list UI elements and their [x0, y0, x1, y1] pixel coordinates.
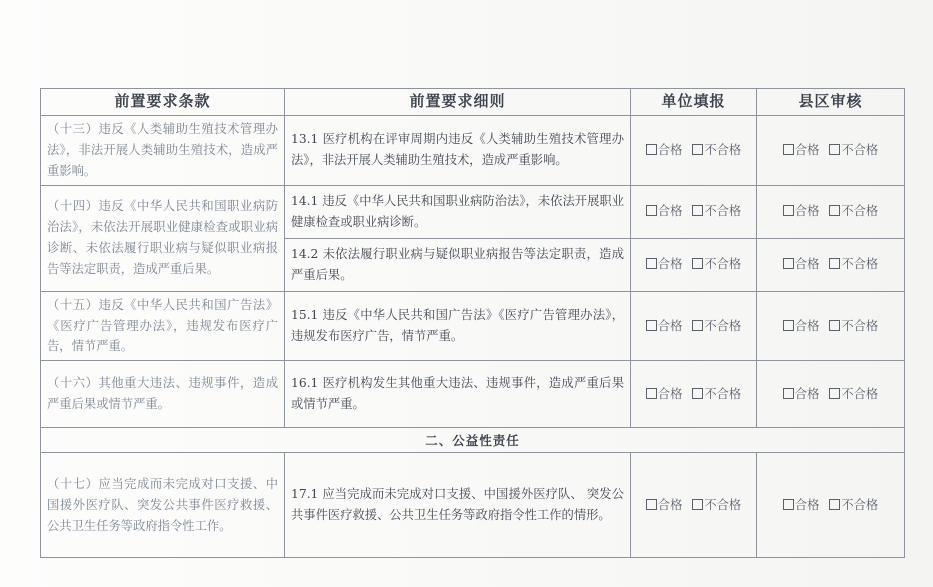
checkbox-icon[interactable]: [692, 388, 703, 399]
checkbox-icon[interactable]: [829, 499, 840, 510]
checkbox-icon[interactable]: [829, 388, 840, 399]
unit-fail-option[interactable]: [692, 384, 741, 405]
county-pass-option[interactable]: [783, 384, 820, 405]
checkbox-icon[interactable]: [783, 258, 794, 269]
pass-label: 合格: [794, 142, 820, 157]
clause-cell: （十三）违反《人类辅助生殖技术管理办法》，非法开展人类辅助生殖技术，造成严重影响。: [41, 116, 285, 186]
fail-label: 不合格: [704, 257, 742, 272]
unit-fail-option[interactable]: [692, 254, 741, 275]
detail-cell: 17.1 应当完成而未完成对口支援、中国援外医疗队、 突发公共事件医疗救援、公共卫生任务等政府指令性工作的情形。: [285, 453, 631, 558]
checkbox-icon[interactable]: [829, 258, 840, 269]
header-clause: 前置要求条款: [41, 89, 285, 116]
fail-label: 不合格: [704, 142, 742, 157]
unit-fail-option[interactable]: [692, 201, 741, 222]
pass-label: 合格: [657, 386, 683, 401]
county-check-cell: [757, 361, 905, 428]
unit-pass-option[interactable]: [646, 316, 683, 337]
county-check-cell: [757, 453, 905, 558]
checkbox-icon[interactable]: [829, 144, 840, 155]
pass-label: 合格: [794, 204, 820, 219]
pass-label: 合格: [657, 318, 683, 333]
pass-label: 合格: [657, 142, 683, 157]
county-fail-option[interactable]: [829, 384, 878, 405]
checkbox-icon[interactable]: [646, 205, 657, 216]
unit-check-cell: [631, 361, 757, 428]
pass-label: 合格: [657, 497, 683, 512]
fail-label: 不合格: [841, 204, 879, 219]
header-county-review: 县区审核: [757, 89, 905, 116]
county-pass-option[interactable]: [783, 201, 820, 222]
unit-pass-option[interactable]: [646, 254, 683, 275]
checkbox-icon[interactable]: [692, 258, 703, 269]
detail-cell: 16.1 医疗机构发生其他重大违法、违规事件，造成严重后果或情节严重。: [285, 361, 631, 428]
fail-label: 不合格: [704, 497, 742, 512]
pass-label: 合格: [657, 204, 683, 219]
pass-label: 合格: [657, 257, 683, 272]
unit-check-cell: [631, 453, 757, 558]
county-pass-option[interactable]: [783, 495, 820, 516]
fail-label: 不合格: [704, 318, 742, 333]
county-pass-option[interactable]: [783, 254, 820, 275]
checkbox-icon[interactable]: [783, 388, 794, 399]
unit-fail-option[interactable]: [692, 495, 741, 516]
unit-fail-option[interactable]: [692, 316, 741, 337]
checkbox-icon[interactable]: [646, 258, 657, 269]
fail-label: 不合格: [841, 257, 879, 272]
checkbox-icon[interactable]: [783, 320, 794, 331]
table-row: [41, 453, 905, 558]
county-fail-option[interactable]: [829, 140, 878, 161]
county-fail-option[interactable]: [829, 201, 878, 222]
header-unit-report: 单位填报: [631, 89, 757, 116]
table-row: [41, 291, 905, 361]
fail-label: 不合格: [704, 204, 742, 219]
header-detail: 前置要求细则: [285, 89, 631, 116]
section-title: 二、公益性责任: [41, 428, 905, 453]
checkbox-icon[interactable]: [692, 320, 703, 331]
checkbox-icon[interactable]: [692, 144, 703, 155]
county-pass-option[interactable]: [783, 140, 820, 161]
detail-cell: 14.1 违反《中华人民共和国职业病防治法》，未依法开展职业健康检查或职业病诊断。: [285, 185, 631, 238]
pass-label: 合格: [794, 257, 820, 272]
pass-label: 合格: [794, 386, 820, 401]
fail-label: 不合格: [841, 142, 879, 157]
checkbox-icon[interactable]: [829, 205, 840, 216]
table-row: [41, 185, 905, 238]
county-check-cell: [757, 185, 905, 238]
fail-label: 不合格: [704, 386, 742, 401]
unit-check-cell: [631, 116, 757, 186]
unit-pass-option[interactable]: [646, 495, 683, 516]
county-fail-option[interactable]: [829, 316, 878, 337]
fail-label: 不合格: [841, 318, 879, 333]
requirements-table: [40, 88, 905, 558]
clause-cell: （十四）违反《中华人民共和国职业病防治法》，未依法开展职业健康检查或职业病诊断、未依法履行职业病与疑似职业病报告等法定职责，造成严重后果。: [41, 185, 285, 291]
county-check-cell: [757, 116, 905, 186]
checkbox-icon[interactable]: [646, 320, 657, 331]
detail-cell: 15.1 违反《中华人民共和国广告法》《医疗广告管理办法》，违规发布医疗广告，情节严重。: [285, 291, 631, 361]
checkbox-icon[interactable]: [783, 499, 794, 510]
checkbox-icon[interactable]: [692, 205, 703, 216]
county-fail-option[interactable]: [829, 495, 878, 516]
checkbox-icon[interactable]: [646, 499, 657, 510]
pass-label: 合格: [794, 497, 820, 512]
clause-cell: （十六）其他重大违法、违规事件，造成严重后果或情节严重。: [41, 361, 285, 428]
checkbox-icon[interactable]: [783, 144, 794, 155]
unit-check-cell: [631, 291, 757, 361]
unit-check-cell: [631, 185, 757, 238]
county-check-cell: [757, 238, 905, 291]
clause-cell: （十七）应当完成而未完成对口支援、中国援外医疗队、突发公共事件医疗救援、公共卫生任务等政府指令性工作。: [41, 453, 285, 558]
pass-label: 合格: [794, 318, 820, 333]
fail-label: 不合格: [841, 386, 879, 401]
checkbox-icon[interactable]: [692, 499, 703, 510]
detail-cell: 13.1 医疗机构在评审周期内违反《人类辅助生殖技术管理办法》，非法开展人类辅助生殖技术，造成严重影响。: [285, 116, 631, 186]
unit-fail-option[interactable]: [692, 140, 741, 161]
detail-cell: 14.2 未依法履行职业病与疑似职业病报告等法定职责，造成严重后果。: [285, 238, 631, 291]
checkbox-icon[interactable]: [829, 320, 840, 331]
unit-pass-option[interactable]: [646, 201, 683, 222]
clause-cell: （十五）违反《中华人民共和国广告法》《医疗广告管理办法》，违规发布医疗广告，情节严重。: [41, 291, 285, 361]
checkbox-icon[interactable]: [783, 205, 794, 216]
table-header-row: [41, 89, 905, 116]
fail-label: 不合格: [841, 497, 879, 512]
table-row: [41, 361, 905, 428]
unit-pass-option[interactable]: [646, 140, 683, 161]
checkbox-icon[interactable]: [646, 388, 657, 399]
county-fail-option[interactable]: [829, 254, 878, 275]
unit-check-cell: [631, 238, 757, 291]
section-row: [41, 428, 905, 453]
table-row: [41, 116, 905, 186]
checkbox-icon[interactable]: [646, 144, 657, 155]
county-check-cell: [757, 291, 905, 361]
county-pass-option[interactable]: [783, 316, 820, 337]
unit-pass-option[interactable]: [646, 384, 683, 405]
